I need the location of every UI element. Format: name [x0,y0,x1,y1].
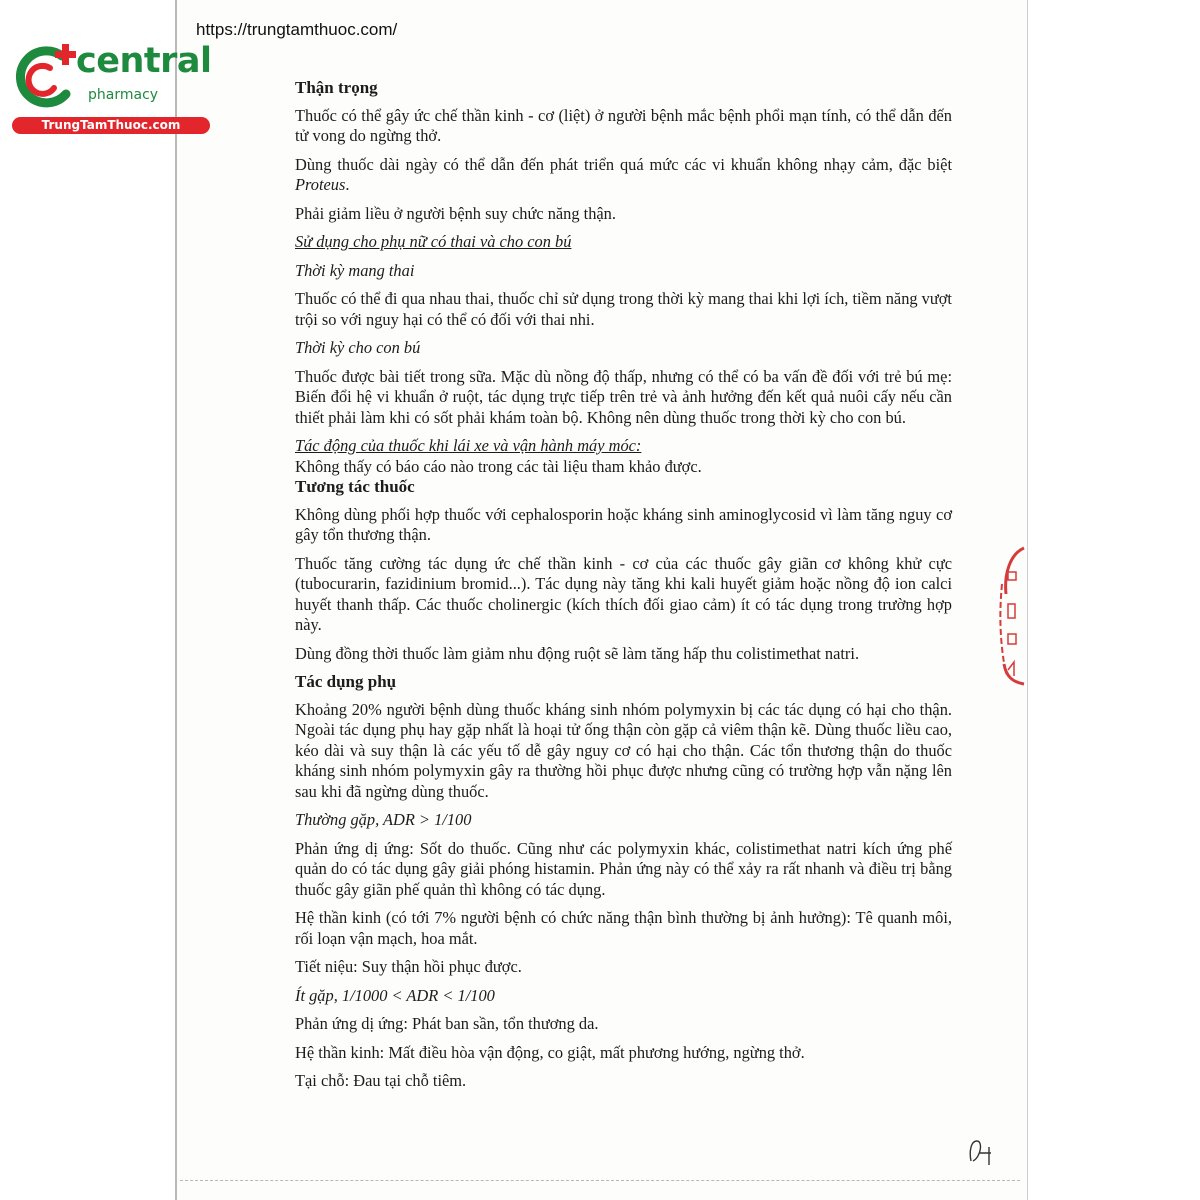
paragraph: Phản ứng dị ứng: Phát ban sần, tổn thương da. [295,1014,599,1033]
paragraph-text: . [345,175,350,194]
paragraph: Dùng đồng thời thuốc làm giảm nhu động ruột sẽ làm tăng hấp thu colistimethat natri. [295,643,860,663]
logo-badge[interactable]: TrungTamThuoc.com [12,117,210,134]
paragraph: Hệ thần kinh: Mất điều hòa vận động, co giật, mất phương hướng, ngừng thở. [295,1042,805,1062]
subheading-common: Thường gặp, ADR > 1/100 [295,810,472,829]
paragraph: Khoảng 20% người bệnh dùng thuốc kháng sinh nhóm polymyxin bị các tác dụng có hại cho thận. Ngoài tác dụng phụ hay gặp nhất là hoại tử ống thận còn gặp cả viêm thận kẽ. Dùng thuốc liều cao, kéo dài và suy thận là các yếu tố dễ gây nguy cơ có hại cho thận. Các tổn thương thận do thuốc kháng sinh nhóm polymyxin gây ra thường hồi phục được nhưng cũng có trường hợp vẫn nặng lên sau khi đã ngừng dùng thuốc. [295,699,952,801]
section-title-interactions: Tương tác thuốc [295,477,415,496]
paragraph: Không dùng phối hợp thuốc với cephalosporin hoặc kháng sinh aminoglycosid vì làm tăng nguy cơ gây tổn thương thận. [295,504,952,544]
subheading-pregnancy-lactation: Sử dụng cho phụ nữ có thai và cho con bú [295,232,572,251]
logo-subtitle: pharmacy [88,87,159,103]
paragraph: Không thấy có báo cáo nào trong các tài liệu tham khảo được. [295,456,702,476]
page-bottom-edge [180,1180,1020,1181]
subheading-pregnancy: Thời kỳ mang thai [295,260,415,280]
section-title-side-effects: Tác dụng phụ [295,672,397,691]
paragraph-text: Dùng thuốc dài ngày có thể dẫn đến phát triển quá mức các vi khuẩn không nhạy cảm, đặc biệt [295,154,952,174]
italic-term: Proteus [295,175,346,194]
paragraph: Hệ thần kinh (có tới 7% người bệnh có chức năng thận bình thường bị ảnh hưởng): Tê quanh môi, rối loạn vận mạch, hoa mắt. [295,908,952,948]
handwritten-initials-icon [965,1135,1005,1169]
paragraph: Thuốc có thể gây ức chế thần kinh - cơ (liệt) ở người bệnh mắc bệnh phổi mạn tính, có thể dẫn đến tử vong do ngừng thở. [295,105,952,145]
paragraph: Phải giảm liều ở người bệnh suy chức năng thận. [295,203,616,223]
paragraph: Thuốc tăng cường tác dụng ức chế thần kinh - cơ của các thuốc gây giãn cơ không khử cực (tubocurarin, fazidinium bromid...). Tác dụng này tăng khi kali huyết giảm hoặc nồng độ ion calci huyết thanh thấp. Các thuốc cholinergic (kích thích đối giao cảm) ít có tác dụng trong trường hợp này. [295,553,952,634]
paragraph: Thuốc được bài tiết trong sữa. Mặc dù nồng độ thấp, nhưng có thể có ba vấn đề đối với trẻ bú mẹ: Biến đổi hệ vi khuẩn ở ruột, tác dụng trực tiếp trên trẻ và ảnh hưởng đến kết quả nuôi cấy nếu cần thiết phải làm khi có sốt phải khám toàn bộ. Không nên dùng thuốc trong thời kỳ cho con bú. [295,366,952,427]
paragraph: Tại chỗ: Đau tại chỗ tiêm. [295,1071,467,1090]
paragraph [295,155,952,196]
paragraph: Tiết niệu: Suy thận hồi phục được. [295,957,522,976]
subheading-uncommon: Ít gặp, 1/1000 < ADR < 1/100 [295,985,495,1005]
document-body [295,78,952,1100]
paragraph: Phản ứng dị ứng: Sốt do thuốc. Cũng như các polymyxin khác, colistimethat natri kích ứng phế quản do có tác dụng gây giải phóng histamin. Phản ứng này có thể xảy ra rất nhanh và điều trị bằng thuốc gây giãn phế quản thì không có tác dụng. [295,838,952,899]
logo-wordmark: central [76,41,212,81]
subheading-lactation: Thời kỳ cho con bú [295,338,421,357]
subheading-driving: Tác động của thuốc khi lái xe và vận hành máy móc: [295,436,642,455]
section-title-precautions: Thận trọng [295,78,378,97]
paragraph: Thuốc có thể đi qua nhau thai, thuốc chỉ sử dụng trong thời kỳ mang thai khi lợi ích, tiềm năng vượt trội so với nguy hại có thể có đối với thai nhi. [295,289,952,329]
red-seal-stamp-icon [994,544,1028,692]
watermark-url[interactable]: https://trungtamthuoc.com/ [196,20,398,39]
